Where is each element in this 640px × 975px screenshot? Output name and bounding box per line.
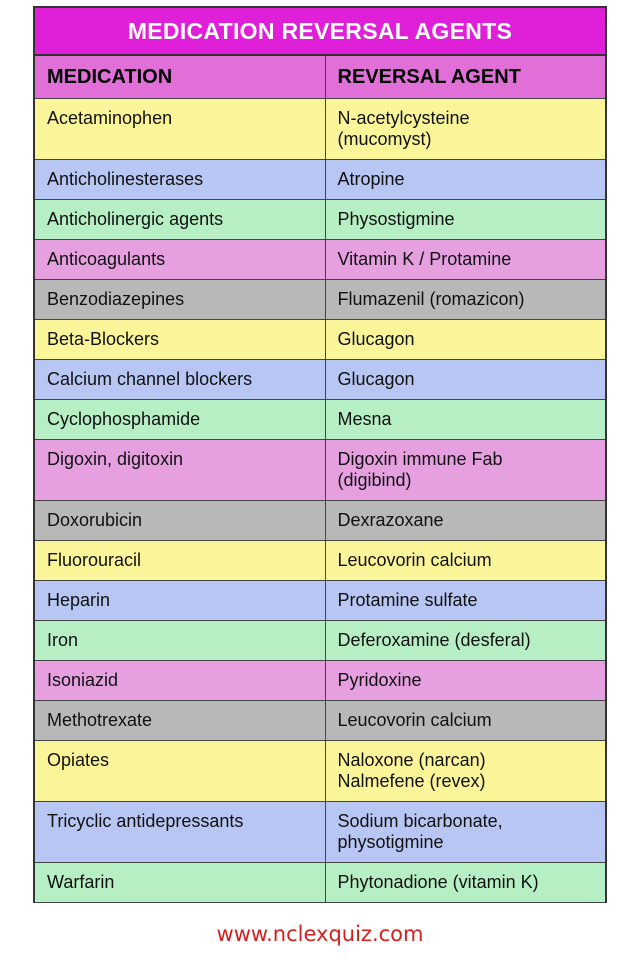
header-row [35, 56, 605, 98]
reversal-agent-line: (mucomyst) [337, 128, 432, 149]
medication-cell: Anticholinergic agents [35, 199, 325, 239]
reversal-agent-cell [325, 660, 605, 700]
reversal-agent-line: Sodium bicarbonate, [337, 810, 503, 831]
reversal-agent-cell [325, 540, 605, 580]
reversal-agent-line: Vitamin K / Protamine [337, 248, 512, 269]
reversal-agent-line: Flumazenil (romazicon) [337, 288, 525, 309]
table-row [35, 500, 605, 540]
table-row [35, 359, 605, 399]
medication-cell: Opiates [35, 740, 325, 801]
table-row [35, 660, 605, 700]
reversal-agent-line: Phytonadione (vitamin K) [337, 871, 539, 892]
reversal-agent-line: N-acetylcysteine [337, 107, 470, 128]
reversal-agent-cell [325, 740, 605, 801]
medication-cell: Doxorubicin [35, 500, 325, 540]
reversal-agent-cell [325, 399, 605, 439]
reversal-agent-line: Mesna [337, 408, 392, 429]
medication-cell: Cyclophosphamide [35, 399, 325, 439]
reversal-agent-cell [325, 862, 605, 902]
medication-cell: Tricyclic antidepressants [35, 801, 325, 862]
medication-cell: Benzodiazepines [35, 279, 325, 319]
reversal-agent-line: Glucagon [337, 368, 415, 389]
medication-cell: Anticoagulants [35, 239, 325, 279]
reversal-agent-cell [325, 159, 605, 199]
reversal-agent-line: (digibind) [337, 469, 412, 490]
reversal-agent-cell [325, 500, 605, 540]
reversal-agent-cell [325, 580, 605, 620]
reversal-agent-line: Leucovorin calcium [337, 709, 492, 730]
column-header-reversal-agent: REVERSAL AGENT [325, 56, 605, 98]
reversal-agent-cell [325, 620, 605, 660]
column-header-medication: MEDICATION [35, 56, 325, 98]
table-row [35, 580, 605, 620]
reversal-agent-line: Pyridoxine [337, 669, 422, 690]
table-row [35, 319, 605, 359]
reversal-agent-cell [325, 239, 605, 279]
table-row [35, 279, 605, 319]
reversal-agent-cell [325, 801, 605, 862]
table-row [35, 540, 605, 580]
reversal-agent-line: Leucovorin calcium [337, 549, 492, 570]
medication-cell: Iron [35, 620, 325, 660]
medication-cell: Isoniazid [35, 660, 325, 700]
medication-cell: Calcium channel blockers [35, 359, 325, 399]
reversal-agent-cell [325, 700, 605, 740]
medication-cell: Heparin [35, 580, 325, 620]
medication-cell: Fluorouracil [35, 540, 325, 580]
reversal-agent-line: Protamine sulfate [337, 589, 478, 610]
table-row [35, 620, 605, 660]
reversal-agent-cell [325, 439, 605, 500]
reversal-agent-line: Glucagon [337, 328, 415, 349]
medication-cell: Digoxin, digitoxin [35, 439, 325, 500]
medication-cell: Warfarin [35, 862, 325, 902]
medication-cell: Methotrexate [35, 700, 325, 740]
reversal-agent-line: Deferoxamine (desferal) [337, 629, 531, 650]
table-row [35, 239, 605, 279]
reversal-agents-chart [33, 6, 607, 903]
reversal-agent-cell [325, 279, 605, 319]
medication-cell: Acetaminophen [35, 98, 325, 159]
table-row [35, 399, 605, 439]
reversal-agent-line: Atropine [337, 168, 405, 189]
medication-cell: Anticholinesterases [35, 159, 325, 199]
reversal-agent-line: Dexrazoxane [337, 509, 444, 530]
website-url[interactable]: www.nclexquiz.com [216, 922, 424, 946]
medication-cell: Beta-Blockers [35, 319, 325, 359]
reversal-agent-cell [325, 199, 605, 239]
reversal-table [35, 56, 605, 903]
reversal-agent-cell [325, 319, 605, 359]
table-row [35, 740, 605, 801]
reversal-agent-cell [325, 359, 605, 399]
table-row [35, 199, 605, 239]
reversal-agent-line: Physostigmine [337, 208, 455, 229]
reversal-agent-line: Digoxin immune Fab [337, 448, 503, 469]
table-row [35, 439, 605, 500]
table-row [35, 700, 605, 740]
table-row [35, 159, 605, 199]
chart-title: MEDICATION REVERSAL AGENTS [35, 8, 605, 56]
table-row [35, 801, 605, 862]
table-body [35, 98, 605, 902]
reversal-agent-line: physotigmine [337, 831, 444, 852]
table-row [35, 98, 605, 159]
table-row [35, 862, 605, 902]
reversal-agent-cell [325, 98, 605, 159]
reversal-agent-line: Nalmefene (revex) [337, 770, 486, 791]
reversal-agent-line: Naloxone (narcan) [337, 749, 486, 770]
